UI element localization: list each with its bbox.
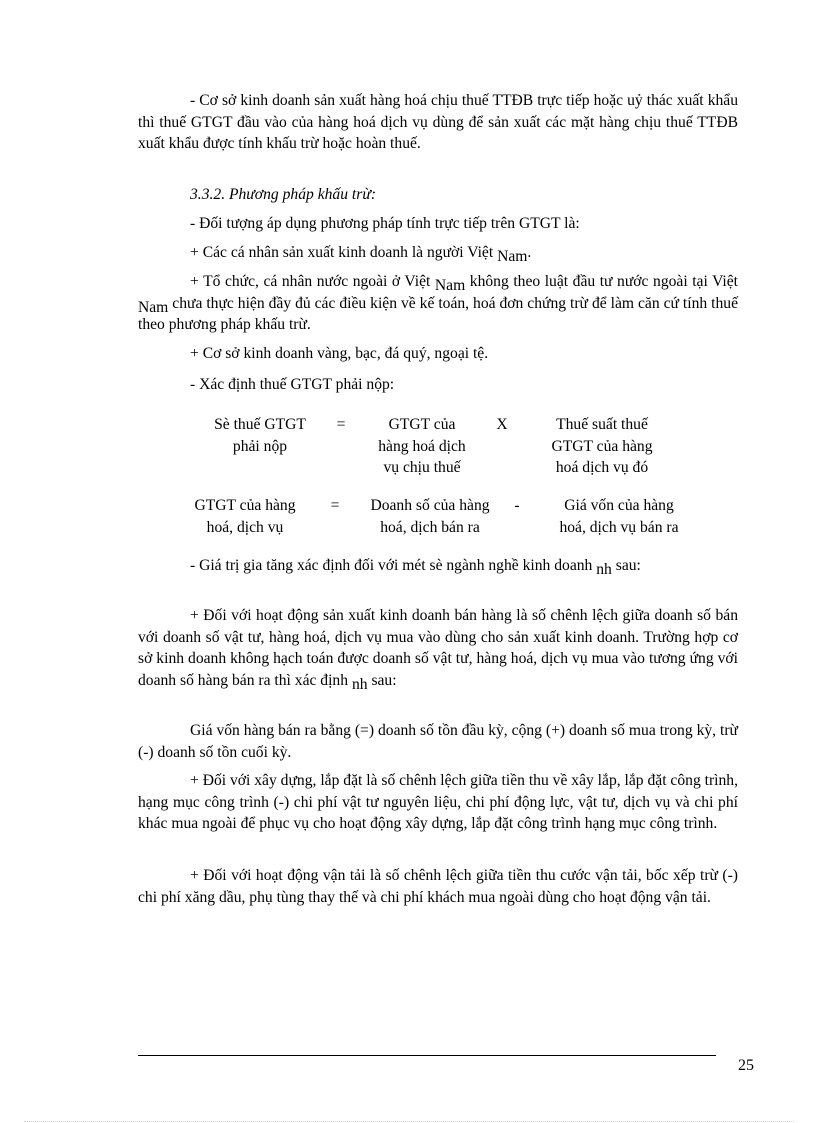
paragraph-foreign-organizations — [138, 271, 738, 336]
formula2-term2 — [530, 495, 708, 538]
formula2-term1 — [350, 495, 510, 538]
formula-text: hoá, dịch vụ — [206, 518, 284, 536]
text-segment: không theo luật đầu tư nước ngoài tại Việt — [469, 273, 738, 290]
text-segment: . — [527, 244, 532, 261]
paragraph-cost-of-goods: Giá vốn hàng bán ra bằng (=) doanh số tồn đầu kỳ, cộng (+) doanh số mua trong kỳ, trừ (-) doanh số tồn cuối kỳ. — [138, 722, 738, 761]
text-segment: Nam — [497, 248, 528, 265]
formula1-equals: = — [336, 416, 346, 433]
formula-text: hoá, dịch vụ bán ra — [559, 518, 679, 536]
formula-text: phải nộp — [232, 437, 288, 455]
paragraph-gold-trading: + Cơ sở kinh doanh vàng, bạc, đá quý, ngoại tệ. — [190, 345, 489, 362]
text-segment: + Tổ chức, cá nhân nước ngoài ở Việt — [190, 273, 431, 290]
formula-text: Thuế suất thuế — [556, 416, 648, 433]
paragraph-individuals — [138, 242, 738, 264]
formula-text: hàng hoá dịch — [378, 437, 466, 455]
page-number: 25 — [738, 1057, 754, 1074]
formula-text: Doanh số của hàng — [370, 497, 490, 514]
text-segment: Nam — [434, 277, 466, 294]
formula-text: GTGT của hàng — [551, 437, 653, 455]
formula1-term1 — [352, 414, 492, 479]
text-segment: nh — [596, 561, 612, 578]
formula2-lhs — [170, 495, 320, 538]
formula-text: GTGT của — [388, 416, 456, 433]
text-segment: + Đối với hoạt động sản xuất kinh doanh bán hàng là số chênh lệch giữa doanh số bán với doanh số vật tư, hàng hoá, dịch vụ mua vào dùng cho sản xuất kinh doanh. Trường hợp cơ sở kinh doanh không hạch toán được doanh số vật tư, hàng hoá, dịch vụ mua vào tương ứng với doanh số hàng bán ra thì xác định — [138, 607, 738, 689]
section-heading: 3.3.2. Phương pháp khấu trừ: — [190, 186, 377, 203]
text-segment: - Giá trị gia tăng xác định đối với mét sè ngành nghề kinh doanh — [190, 557, 593, 574]
text-segment: Nam — [138, 298, 169, 316]
text-segment: + Các cá nhân sản xuất kinh doanh là người Việt — [190, 244, 494, 261]
formula-text: vụ chịu thuế — [383, 459, 461, 476]
formula1-term2 — [522, 414, 682, 479]
paragraph-ttdb-export: - Cơ sở kinh doanh sản xuất hàng hoá chịu thuế TTĐB trực tiếp hoặc uỷ thác xuất khẩu thì thuế GTGT đầu vào của hàng hoá dịch vụ dùng để sản xuất các mặt hàng chịu thuế TTĐB xuất khẩu được tính khấu trừ hoặc hoàn thuế. — [138, 92, 738, 152]
formula2-equals: = — [330, 497, 340, 514]
paragraph-transport: + Đối với hoạt động vận tải là số chênh lệch giữa tiền thu cước vận tải, bốc xếp trừ (-) chi phí xăng dầu, phụ tùng thay thế và chi phí khách mua ngoài dùng cho hoạt động vận tải. — [138, 867, 738, 906]
text-segment: nh — [351, 675, 368, 693]
formula-text: Giá vốn của hàng — [564, 497, 674, 514]
paragraph-applicable-subjects: - Đối tượng áp dụng phương pháp tính trực tiếp trên GTGT là: — [190, 215, 580, 232]
page-bottom-border — [24, 1121, 794, 1122]
text-segment: chưa thực hiện đầy đủ các điều kiện về kế toán, hoá đơn chứng trừ để làm căn cứ tính thuế theo phương pháp khấu trừ. — [138, 294, 738, 333]
formula-text: hoá, dịch bán ra — [380, 518, 480, 536]
footer-rule — [138, 1055, 716, 1056]
formula-text: GTGT của hàng — [194, 497, 296, 514]
formula-text: Sè thuế GTGT — [214, 416, 306, 433]
paragraph-production-business — [138, 605, 738, 691]
paragraph-value-added — [138, 555, 738, 577]
formula-text: hoá dịch vụ đó — [555, 459, 649, 476]
paragraph-construction: + Đối với xây dựng, lắp đặt là số chênh lệch giữa tiền thu về xây lắp, lắp đặt công trình, hạng mục công trình (-) chi phí vật tư nguyên liệu, chi phí động lực, vật tư, dịch vụ và chi phí khác mua ngoài để phục vụ cho hoạt động xây dựng, lắp đặt công trình hạng mục công trình. — [138, 772, 738, 832]
formula2-operator: - — [514, 497, 520, 514]
formula1-lhs — [190, 414, 330, 457]
text-segment: sau: — [371, 671, 397, 689]
formula1-operator: X — [496, 416, 508, 433]
paragraph-determine-tax: - Xác định thuế GTGT phải nộp: — [190, 376, 395, 393]
text-segment: sau: — [615, 557, 641, 574]
